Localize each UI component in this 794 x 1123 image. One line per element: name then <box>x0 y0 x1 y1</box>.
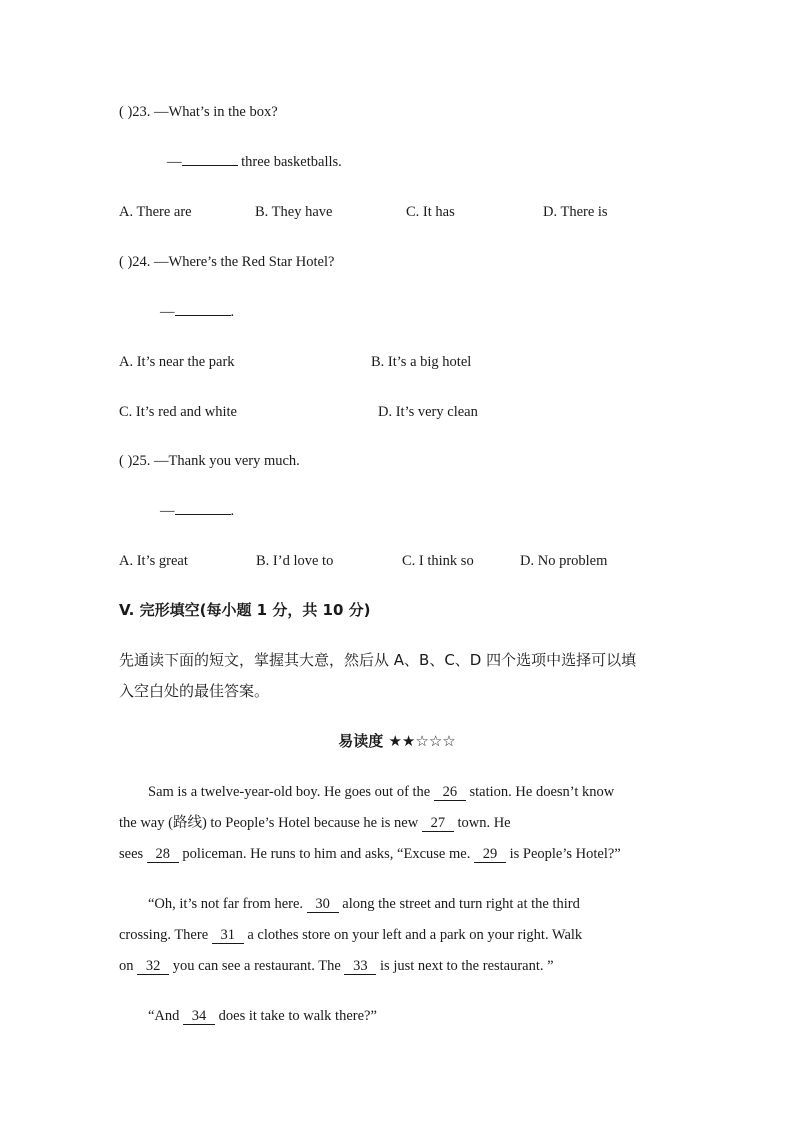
question-24-option-c: C. It’s red and white <box>119 404 237 420</box>
passage-text: “Oh, it’s not far from here. <box>148 896 307 912</box>
question-25-option-d: D. No problem <box>520 553 608 569</box>
question-24-answer-line <box>160 302 234 322</box>
passage-p1-line-2 <box>119 813 511 833</box>
blank-29: 29 <box>474 846 506 863</box>
question-23-option-b: B. They have <box>255 204 333 220</box>
answer-blank <box>175 315 231 316</box>
passage-p1-line-1 <box>148 782 614 802</box>
answer-blank <box>182 165 238 166</box>
passage-text: town. He <box>453 815 511 831</box>
section-instruction-line-1: 先通读下面的短文，掌握其大意，然后从 A、B、C、D 四个选项中选择可以填 <box>119 651 637 669</box>
question-23-prompt: ( )23. —What’s in the box? <box>119 104 278 120</box>
question-25-option-a: A. It’s great <box>119 553 188 569</box>
answer-dash: — <box>160 304 175 320</box>
passage-p2-line-1 <box>148 894 580 914</box>
answer-blank <box>175 514 231 515</box>
question-25-answer-line <box>160 501 234 521</box>
passage-p2-line-3 <box>119 956 554 976</box>
difficulty-label: 易读度 ★★☆☆☆ <box>338 732 456 750</box>
question-23-option-d: D. There is <box>543 204 608 220</box>
question-23-option-c: C. It has <box>406 204 455 220</box>
passage-text: you can see a restaurant. The <box>169 958 345 974</box>
passage-text: crossing. There <box>119 927 212 943</box>
question-25-prompt: ( )25. —Thank you very much. <box>119 453 300 469</box>
passage-text: a clothes store on your left and a park on your right. Walk <box>243 927 583 943</box>
passage-text: “And <box>148 1008 184 1024</box>
answer-suffix: . <box>230 304 235 320</box>
question-24-option-d: D. It’s very clean <box>378 404 478 420</box>
blank-30: 30 <box>307 896 339 913</box>
answer-dash: — <box>160 503 175 519</box>
passage-text: does it take to walk there?” <box>215 1008 377 1024</box>
passage-text: sees <box>119 846 147 862</box>
question-25-option-c: C. I think so <box>402 553 474 569</box>
passage-p2-line-2 <box>119 925 582 945</box>
passage-text: station. He doesn’t know <box>465 784 615 800</box>
passage-text: Sam is a twelve-year-old boy. He goes out of the <box>148 784 434 800</box>
question-25-option-b: B. I’d love to <box>256 553 334 569</box>
question-24-option-a: A. It’s near the park <box>119 354 235 370</box>
section-heading: V. 完形填空(每小题 1 分，共 10 分) <box>119 601 371 619</box>
blank-27: 27 <box>422 815 454 832</box>
passage-p1-line-3 <box>119 844 621 864</box>
blank-33: 33 <box>344 958 376 975</box>
answer-suffix: . <box>230 503 235 519</box>
question-23-option-a: A. There are <box>119 204 192 220</box>
question-24-prompt: ( )24. —Where’s the Red Star Hotel? <box>119 254 335 270</box>
answer-suffix: three basketballs. <box>237 154 342 170</box>
section-instruction-line-2: 入空白处的最佳答案。 <box>119 682 270 700</box>
passage-text: on <box>119 958 138 974</box>
blank-32: 32 <box>137 958 169 975</box>
blank-31: 31 <box>212 927 244 944</box>
passage-text: policeman. He runs to him and asks, “Excuse me. <box>178 846 474 862</box>
question-23-answer-line <box>167 152 342 172</box>
question-24-option-b: B. It’s a big hotel <box>371 354 472 370</box>
blank-26: 26 <box>434 784 466 801</box>
blank-34: 34 <box>183 1008 215 1025</box>
passage-p3-line-1 <box>148 1006 377 1026</box>
passage-text: is just next to the restaurant. ” <box>376 958 554 974</box>
passage-text: is People’s Hotel?” <box>505 846 621 862</box>
blank-28: 28 <box>147 846 179 863</box>
answer-dash: — <box>167 154 182 170</box>
passage-text: the way (路线) to People’s Hotel because he is new <box>119 815 422 831</box>
passage-text: along the street and turn right at the third <box>338 896 580 912</box>
